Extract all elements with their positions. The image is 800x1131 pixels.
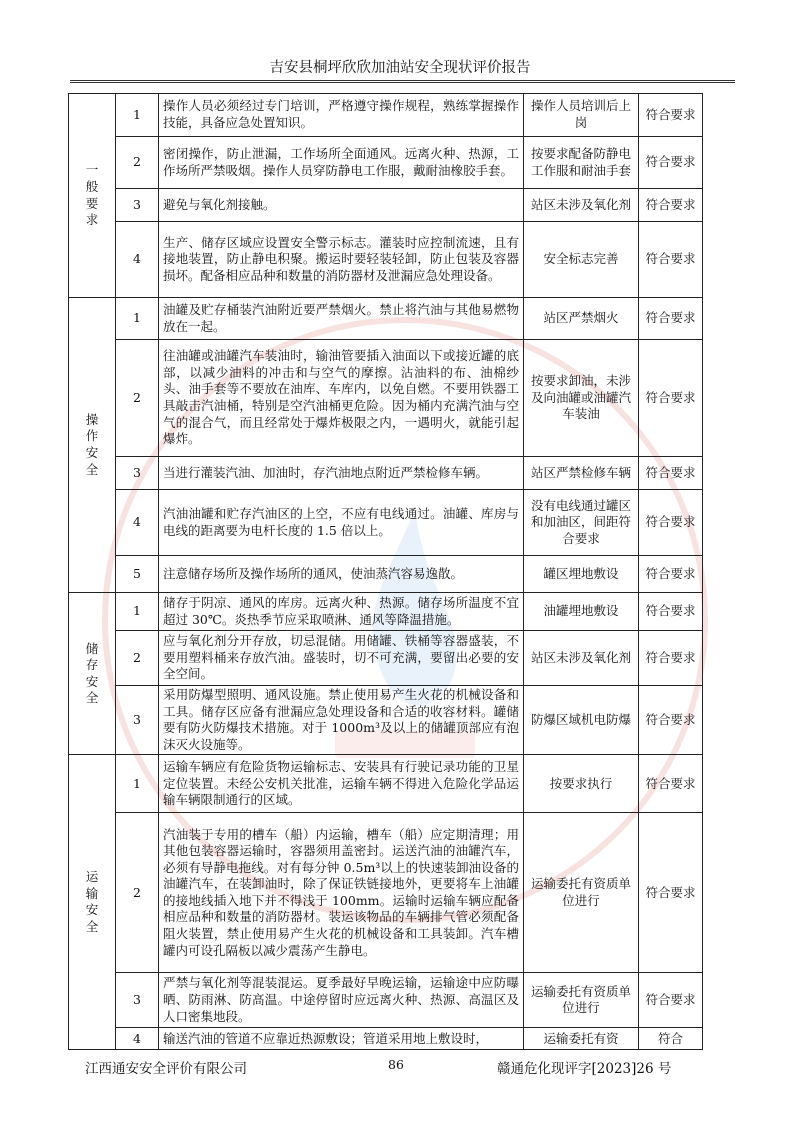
result-cell: 符合要求 (639, 189, 703, 222)
actual-situation-cell: 站区严禁检修车辆 (524, 457, 639, 490)
table-row (69, 94, 703, 137)
table-row (69, 1028, 703, 1050)
row-number-cell: 2 (116, 137, 159, 189)
table-row (69, 631, 703, 686)
table-row (69, 686, 703, 755)
actual-situation-cell: 没有电线通过罐区和加油区，间距符合要求 (524, 490, 639, 556)
row-number-cell: 1 (116, 755, 159, 813)
actual-situation-cell: 安全标志完善 (524, 222, 639, 298)
actual-situation-cell: 油罐埋地敷设 (524, 593, 639, 631)
requirement-cell: 注意储存场所及操作场所的通风，使油蒸汽容易逸散。 (159, 556, 524, 593)
requirement-cell: 往油罐或油罐汽车装油时，输油管要插入油面以下或接近罐的底部，以减少油料的冲击和与空气的摩擦。沾油料的布、油棉纱头、油手套等不要放在油库、车库内，以免自燃。不要用铁器工具敲击汽油桶，特别是空汽油桶更危险。因为桶内充满汽油与空气的混合气，而且经常处于爆炸极限之内，一遇明火，就能引起爆炸。 (159, 340, 524, 457)
result-cell: 符合要求 (639, 686, 703, 755)
actual-situation-cell: 操作人员培训后上岗 (524, 94, 639, 137)
row-number-cell: 4 (116, 490, 159, 556)
row-number-cell: 1 (116, 593, 159, 631)
actual-situation-cell: 按要求配备防静电工作服和耐油手套 (524, 137, 639, 189)
row-number-cell: 1 (116, 94, 159, 137)
table-row (69, 973, 703, 1028)
result-cell: 符合要求 (639, 593, 703, 631)
row-number-cell: 4 (116, 1028, 159, 1050)
requirement-cell: 应与氧化剂分开存放，切忌混储。用储罐、铁桶等容器盛装，不要用塑料桶来存放汽油。盛装时，切不可充满，要留出必要的安全空间。 (159, 631, 524, 686)
result-cell: 符合要求 (639, 137, 703, 189)
row-number-cell: 2 (116, 813, 159, 973)
requirement-cell: 采用防爆型照明、通风设施。禁止使用易产生火花的机械设备和工具。储存区应备有泄漏应急处理设备和合适的收容材料。罐储要有防火防爆技术措施。对于 1000m³及以上的储罐顶部应有泡沫灭火设施等。 (159, 686, 524, 755)
result-cell: 符合要求 (639, 340, 703, 457)
header-rule (70, 80, 735, 81)
actual-situation-cell: 运输委托有资质单位进行 (524, 973, 639, 1028)
table-row (69, 593, 703, 631)
table-row (69, 490, 703, 556)
row-number-cell: 4 (116, 222, 159, 298)
page-header-title: 吉安县桐坪欣欣加油站安全现状评价报告 (269, 60, 531, 76)
footer-document-number: 赣通危化现评字[2023]26 号 (497, 1061, 672, 1077)
result-cell: 符合要求 (639, 298, 703, 340)
actual-situation-cell: 站区未涉及氧化剂 (524, 631, 639, 686)
category-cell: 储 存 安 全 (69, 593, 116, 755)
result-cell: 符合要求 (639, 973, 703, 1028)
category-cell: 操 作 安 全 (69, 298, 116, 593)
row-number-cell: 3 (116, 686, 159, 755)
requirement-cell: 密闭操作，防止泄漏，工作场所全面通风。远离火种、热源，工作场所严禁吸烟。操作人员穿防静电工作服，戴耐油橡胶手套。 (159, 137, 524, 189)
result-cell: 符合要求 (639, 94, 703, 137)
table-body (69, 94, 703, 1050)
table-row (69, 137, 703, 189)
table-row (69, 222, 703, 298)
requirement-cell: 当进行灌装汽油、加油时，存汽油地点附近严禁检修车辆。 (159, 457, 524, 490)
actual-situation-cell: 按要求卸油，未涉及向油罐或油罐汽车装油 (524, 340, 639, 457)
result-cell: 符合要求 (639, 813, 703, 973)
category-cell: 运 输 安 全 (69, 755, 116, 1050)
requirement-cell: 严禁与氧化剂等混装混运。夏季最好早晚运输，运输途中应防曝晒、防雨淋、防高温。中途停留时应远离火种、热源、高温区及人口密集地段。 (159, 973, 524, 1028)
actual-situation-cell: 运输委托有资质单位进行 (524, 813, 639, 973)
header-rule-double (70, 82, 735, 83)
row-number-cell: 2 (116, 340, 159, 457)
table-row (69, 556, 703, 593)
row-number-cell: 3 (116, 973, 159, 1028)
actual-situation-cell: 运输委托有资 (524, 1028, 639, 1050)
actual-situation-cell: 防爆区域机电防爆 (524, 686, 639, 755)
row-number-cell: 1 (116, 298, 159, 340)
table-row (69, 813, 703, 973)
requirement-cell: 运输车辆应有危险货物运输标志、安装具有行驶记录功能的卫星定位装置。未经公安机关批准，运输车辆不得进入危险化学品运输车辆限制通行的区域。 (159, 755, 524, 813)
actual-situation-cell: 按要求执行 (524, 755, 639, 813)
requirement-cell: 汽油装于专用的槽车（船）内运输，槽车（船）应定期清理；用其他包装容器运输时，容器须用盖密封。运送汽油的油罐汽车，必须有导静电拖线。对有每分钟 0.5m³以上的快速装卸油设备的油罐汽车，在装卸油时，除了保证铁链接地外，更要将车上油罐的接地线插入地下并不得浅于 100mm。运输时运输车辆应配备相应品种和数量的消防器材。装运该物品的车辆排气管必须配备阻火装置，禁止使用易产生火花的机械设备和工具装卸。汽车槽罐内可设孔隔板以减少震荡产生静电。 (159, 813, 524, 973)
table-row (69, 340, 703, 457)
result-cell: 符合要求 (639, 556, 703, 593)
category-cell: 一 般 要 求 (69, 94, 116, 298)
footer-page-number: 86 (388, 1057, 404, 1072)
table-row (69, 298, 703, 340)
requirement-cell: 生产、储存区域应设置安全警示标志。灌装时应控制流速，且有接地装置，防止静电积聚。搬运时要轻装轻卸，防止包装及容器损坏。配备相应品种和数量的消防器材及泄漏应急处理设备。 (159, 222, 524, 298)
row-number-cell: 3 (116, 457, 159, 490)
row-number-cell: 2 (116, 631, 159, 686)
table-row (69, 755, 703, 813)
safety-evaluation-table (68, 93, 703, 1050)
result-cell: 符合要求 (639, 222, 703, 298)
row-number-cell: 3 (116, 189, 159, 222)
result-cell: 符合要求 (639, 457, 703, 490)
requirement-cell: 汽油油罐和贮存汽油区的上空，不应有电线通过。油罐、库房与电线的距离要为电杆长度的 1.5 倍以上。 (159, 490, 524, 556)
result-cell: 符合要求 (639, 490, 703, 556)
footer-company: 江西通安安全评价有限公司 (85, 1061, 247, 1077)
requirement-cell: 避免与氧化剂接触。 (159, 189, 524, 222)
result-cell: 符合要求 (639, 755, 703, 813)
actual-situation-cell: 罐区埋地敷设 (524, 556, 639, 593)
result-cell: 符合要求 (639, 631, 703, 686)
actual-situation-cell: 站区严禁烟火 (524, 298, 639, 340)
result-cell: 符合 (639, 1028, 703, 1050)
requirement-cell: 操作人员必须经过专门培训，严格遵守操作规程，熟练掌握操作技能，具备应急处置知识。 (159, 94, 524, 137)
actual-situation-cell: 站区未涉及氧化剂 (524, 189, 639, 222)
requirement-cell: 输送汽油的管道不应靠近热源敷设；管道采用地上敷设时， (159, 1028, 524, 1050)
row-number-cell: 5 (116, 556, 159, 593)
table-row (69, 457, 703, 490)
requirement-cell: 储存于阴凉、通风的库房。远离火种、热源。储存场所温度不宜超过 30℃。炎热季节应采取喷淋、通风等降温措施。 (159, 593, 524, 631)
requirement-cell: 油罐及贮存桶装汽油附近要严禁烟火。禁止将汽油与其他易燃物放在一起。 (159, 298, 524, 340)
table-row (69, 189, 703, 222)
